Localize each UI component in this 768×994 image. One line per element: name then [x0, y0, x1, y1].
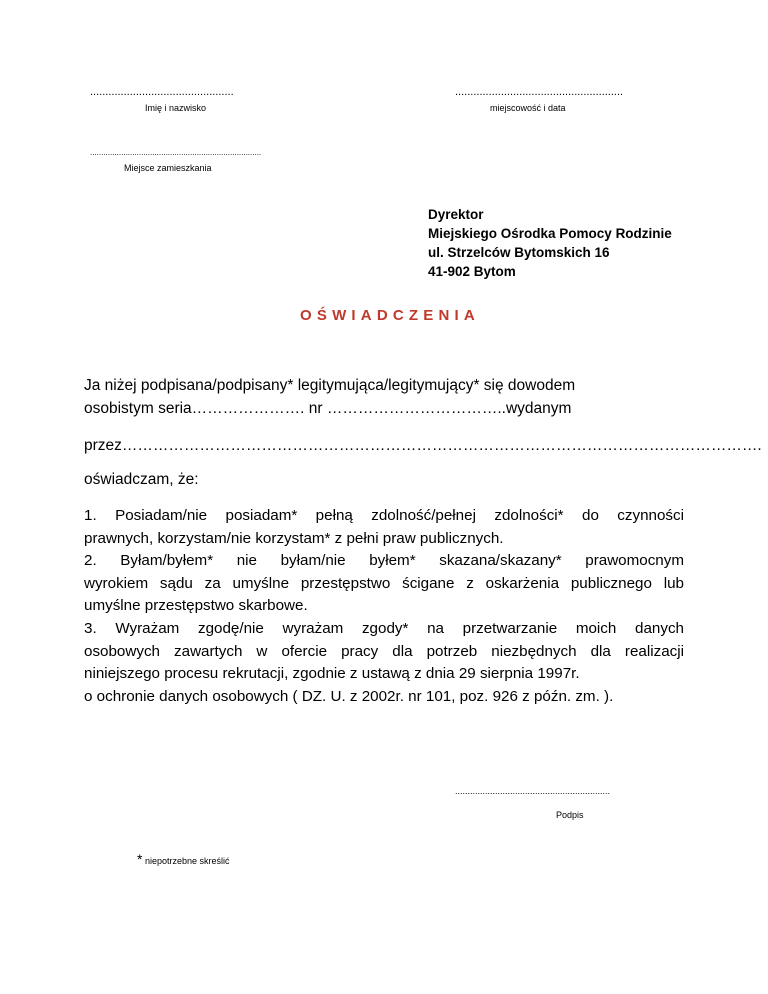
point-1-line-1: 1. Posiadam/nie posiadam* pełną zdolność/pełnej zdolności* do czynności [84, 507, 684, 524]
intro-line-4: oświadczam, że: [84, 471, 199, 488]
addressee-block [428, 205, 672, 281]
document-title: OŚWIADCZENIA [300, 307, 480, 324]
point-2-line-3: umyślne przestępstwo skarbowe. [84, 597, 308, 615]
addressee-line-2: Miejskiego Ośrodka Pomocy Rodzinie [428, 226, 672, 241]
place-date-label: miejscowość i data [490, 103, 566, 113]
signature-dotted-line: .............................................................. [455, 786, 611, 796]
residence-dotted-line: ............................................................................. [90, 148, 262, 157]
point-3-line-1: 3. Wyrażam zgodę/nie wyrażam zgody* na przetwarzanie moich danych [84, 619, 684, 637]
footnote-text: niepotrzebne skreślić [144, 856, 230, 866]
footnote-star: * [137, 851, 143, 867]
name-dotted-line: ............................................... [90, 86, 234, 98]
intro-line-3: przez……………………………………………………………………………………………………………. [84, 437, 762, 454]
point-3-line-2: osobowych zawartych w ofercie pracy dla potrzeb niezbędnych dla realizacji [84, 642, 684, 660]
residence-label: Miejsce zamieszkania [124, 163, 212, 173]
point-1-line-2: prawnych, korzystam/nie korzystam* z pełni praw publicznych. [84, 529, 504, 547]
addressee-line-3: ul. Strzelców Bytomskich 16 [428, 245, 610, 260]
footnote [137, 851, 230, 867]
name-label: Imię i nazwisko [145, 103, 207, 113]
addressee-line-4: 41-902 Bytom [428, 264, 516, 279]
point-3-line-4: o ochronie danych osobowych ( DZ. U. z 2002r. nr 101, poz. 926 z późn. zm. ). [84, 687, 614, 705]
intro-line-2: osobistym seria…………………. nr ……………………………..wydanym [84, 400, 572, 417]
point-3-line-3: niniejszego procesu rekrutacji, zgodnie z ustawą z dnia 29 sierpnia 1997r. [84, 665, 580, 683]
signature-label: Podpis [556, 810, 584, 820]
addressee-line-1: Dyrektor [428, 207, 484, 222]
point-2-line-2: wyrokiem sądu za umyślne przestępstwo ścigane z oskarżenia publicznego lub [84, 574, 684, 592]
intro-line-1: Ja niżej podpisana/podpisany* legitymująca/legitymujący* się dowodem [84, 377, 576, 394]
point-2-line-1: 2. Byłam/byłem* nie byłam/nie byłem* skazana/skazany* prawomocnym [84, 552, 684, 570]
place-date-dotted-line: ....................................................... [455, 86, 624, 98]
declaration-points [84, 505, 684, 708]
